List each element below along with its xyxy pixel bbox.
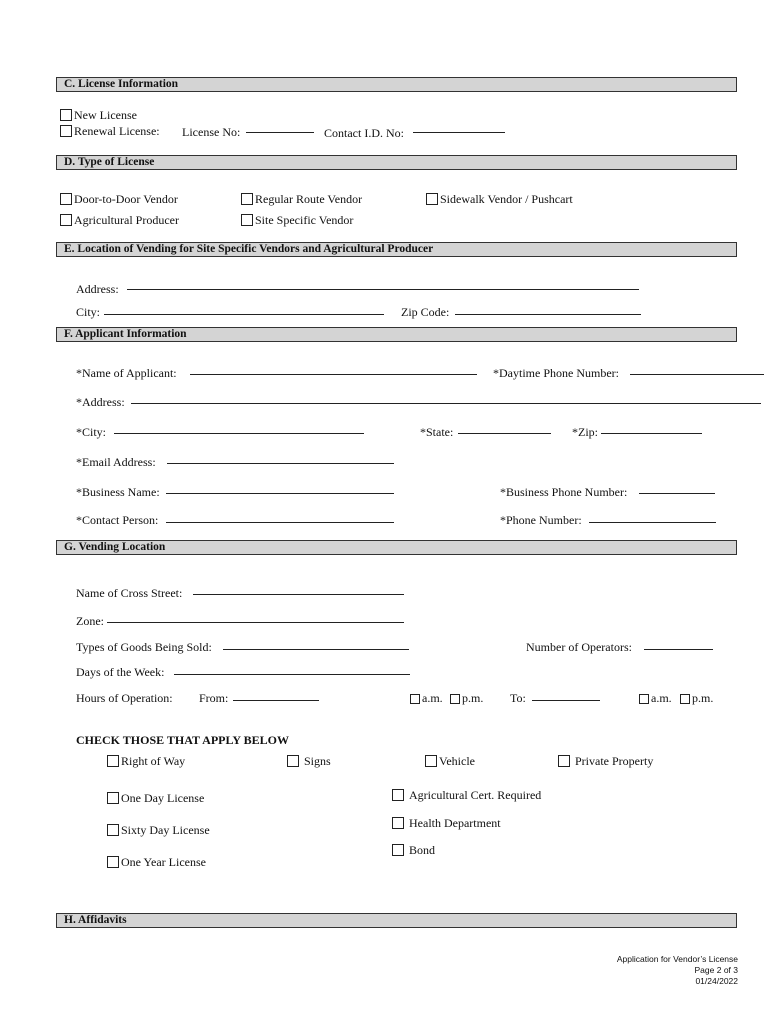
daytime-phone-label: *Daytime Phone Number: [493, 366, 619, 380]
business-name-label: *Business Name: [76, 485, 160, 499]
applicant-zip-label: *Zip: [572, 425, 598, 439]
one-year-label: One Year License [121, 855, 206, 869]
one-day-option[interactable] [107, 791, 204, 805]
private-property-option[interactable] [558, 754, 653, 768]
from-am-checkbox[interactable] [410, 694, 420, 704]
email-label: *Email Address: [76, 455, 156, 469]
hours-label: Hours of Operation: [76, 691, 173, 705]
bond-checkbox[interactable] [392, 844, 404, 856]
zone-field[interactable] [107, 622, 404, 623]
sidewalk-label: Sidewalk Vendor / Pushcart [440, 192, 573, 206]
new-license-label: New License [74, 108, 137, 122]
signs-label: Signs [304, 754, 331, 768]
to-pm-checkbox[interactable] [680, 694, 690, 704]
operators-field[interactable] [644, 649, 713, 650]
site-specific-option[interactable] [241, 213, 353, 227]
private-property-checkbox[interactable] [558, 755, 570, 767]
to-pm-option[interactable] [680, 691, 713, 705]
renewal-license-option[interactable] [60, 124, 160, 138]
from-pm-checkbox[interactable] [450, 694, 460, 704]
applicant-name-label: *Name of Applicant: [76, 366, 177, 380]
goods-label: Types of Goods Being Sold: [76, 640, 212, 654]
applicant-zip-field[interactable] [601, 433, 702, 434]
door-to-door-label: Door-to-Door Vendor [74, 192, 178, 206]
footer-date: 01/24/2022 [695, 976, 738, 986]
to-am-label: a.m. [651, 691, 672, 705]
from-am-option[interactable] [410, 691, 443, 705]
vending-address-label: Address: [76, 282, 119, 296]
vending-city-label: City: [76, 305, 101, 319]
applicant-address-label: *Address: [76, 395, 125, 409]
business-phone-label: *Business Phone Number: [500, 485, 628, 499]
from-field[interactable] [233, 700, 319, 701]
to-field[interactable] [532, 700, 600, 701]
new-license-option[interactable] [60, 108, 137, 122]
sixty-day-option[interactable] [107, 823, 210, 837]
applicant-state-field[interactable] [458, 433, 551, 434]
to-pm-label: p.m. [692, 691, 714, 705]
agricultural-checkbox[interactable] [60, 214, 72, 226]
footer [617, 954, 738, 987]
business-phone-field[interactable] [639, 493, 715, 494]
cross-street-field[interactable] [193, 594, 404, 595]
section-h-header: H. Affidavits [56, 913, 737, 928]
door-to-door-checkbox[interactable] [60, 193, 72, 205]
one-year-option[interactable] [107, 855, 206, 869]
contact-id-label: Contact I.D. No: [324, 126, 404, 140]
agricultural-option[interactable] [60, 213, 179, 227]
section-e-header: E. Location of Vending for Site Specific Vendors and Agricultural Producer [56, 242, 737, 257]
agricultural-label: Agricultural Producer [74, 213, 179, 227]
bond-option[interactable] [392, 843, 435, 857]
applicant-name-field[interactable] [190, 374, 477, 375]
ag-cert-label: Agricultural Cert. Required [409, 788, 542, 802]
new-license-checkbox[interactable] [60, 109, 72, 121]
daytime-phone-field[interactable] [630, 374, 764, 375]
one-day-label: One Day License [121, 791, 205, 805]
days-field[interactable] [174, 674, 410, 675]
section-g-header: G. Vending Location [56, 540, 737, 555]
phone-number-label: *Phone Number: [500, 513, 582, 527]
vehicle-checkbox[interactable] [425, 755, 437, 767]
to-am-option[interactable] [639, 691, 672, 705]
license-no-label: License No: [182, 125, 241, 139]
days-label: Days of the Week: [76, 665, 165, 679]
vending-zip-field[interactable] [455, 314, 641, 315]
phone-number-field[interactable] [589, 522, 716, 523]
bond-label: Bond [409, 843, 436, 857]
sixty-day-checkbox[interactable] [107, 824, 119, 836]
to-am-checkbox[interactable] [639, 694, 649, 704]
goods-field[interactable] [223, 649, 409, 650]
applicant-address-field[interactable] [131, 403, 761, 404]
contact-id-field[interactable] [413, 132, 505, 133]
contact-person-field[interactable] [166, 522, 394, 523]
ag-cert-checkbox[interactable] [392, 789, 404, 801]
from-label: From: [199, 691, 229, 705]
right-of-way-checkbox[interactable] [107, 755, 119, 767]
license-no-field[interactable] [246, 132, 314, 133]
contact-person-label: *Contact Person: [76, 513, 159, 527]
right-of-way-option[interactable] [107, 754, 185, 768]
regular-route-label: Regular Route Vendor [255, 192, 363, 206]
operators-label: Number of Operators: [526, 640, 632, 654]
health-checkbox[interactable] [392, 817, 404, 829]
to-label: To: [510, 691, 526, 705]
footer-page-number: Page 2 of 3 [694, 965, 738, 975]
cross-street-label: Name of Cross Street: [76, 586, 183, 600]
site-specific-label: Site Specific Vendor [255, 213, 354, 227]
vending-address-field[interactable] [127, 289, 639, 290]
door-to-door-option[interactable] [60, 192, 178, 206]
applicant-city-label: *City: [76, 425, 107, 439]
one-year-checkbox[interactable] [107, 856, 119, 868]
section-d-header: D. Type of License [56, 155, 737, 170]
signs-option[interactable] [287, 754, 331, 768]
vehicle-label: Vehicle [439, 754, 475, 768]
regular-route-option[interactable] [241, 192, 362, 206]
right-of-way-label: Right of Way [121, 754, 186, 768]
one-day-checkbox[interactable] [107, 792, 119, 804]
applicant-state-label: *State: [420, 425, 454, 439]
vending-city-field[interactable] [104, 314, 384, 315]
site-specific-checkbox[interactable] [241, 214, 253, 226]
from-pm-option[interactable] [450, 691, 483, 705]
business-name-field[interactable] [166, 493, 394, 494]
section-c-header: C. License Information [56, 77, 737, 92]
signs-checkbox[interactable] [287, 755, 299, 767]
renewal-license-checkbox[interactable] [60, 125, 72, 137]
private-property-label: Private Property [575, 754, 654, 768]
vehicle-option[interactable] [425, 754, 475, 768]
renewal-license-label: Renewal License: [74, 124, 160, 138]
applicant-city-field[interactable] [114, 433, 364, 434]
health-label: Health Department [409, 816, 501, 830]
from-am-label: a.m. [422, 691, 443, 705]
sidewalk-checkbox[interactable] [426, 193, 438, 205]
vending-zip-label: Zip Code: [401, 305, 450, 319]
email-field[interactable] [167, 463, 394, 464]
section-f-header: F. Applicant Information [56, 327, 737, 342]
sixty-day-label: Sixty Day License [121, 823, 210, 837]
regular-route-checkbox[interactable] [241, 193, 253, 205]
from-pm-label: p.m. [462, 691, 484, 705]
health-option[interactable] [392, 816, 501, 830]
footer-form-title: Application for Vendor’s License [616, 954, 738, 964]
sidewalk-option[interactable] [426, 192, 573, 206]
check-heading: CHECK THOSE THAT APPLY BELOW [76, 733, 289, 747]
zone-label: Zone: [76, 614, 104, 628]
ag-cert-option[interactable] [392, 788, 541, 802]
